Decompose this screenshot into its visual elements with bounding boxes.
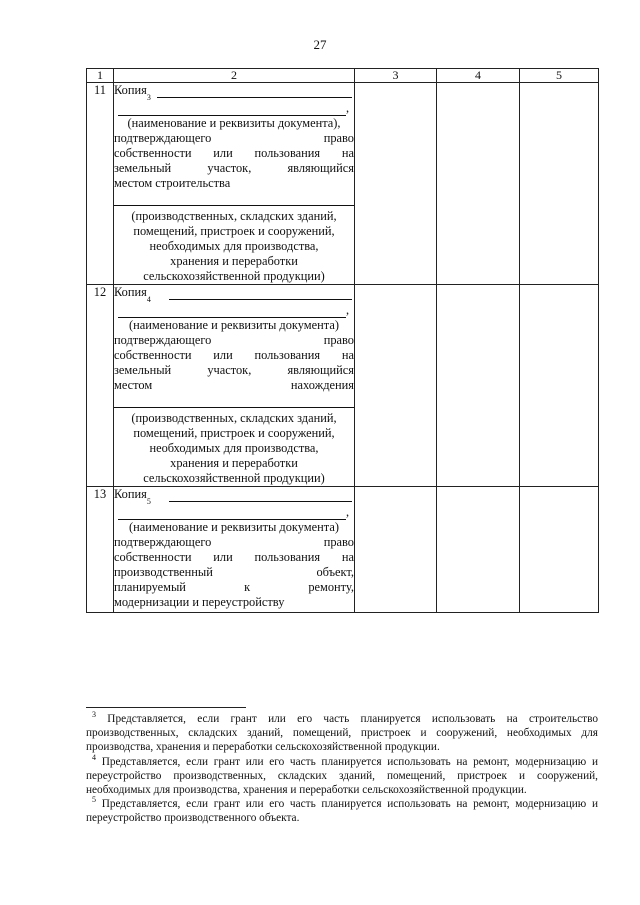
kopiya-label: Копия — [114, 83, 147, 97]
caption-line: хранения и переработки — [170, 456, 298, 470]
comma-mark: , — [346, 303, 350, 317]
footnote-4 — [86, 752, 598, 798]
text-line: модернизации и переустройству — [114, 595, 285, 609]
caption-line: (производственных, складских зданий, — [131, 209, 337, 223]
fill-line[interactable] — [169, 287, 352, 300]
word: производственный — [114, 565, 213, 579]
word: земельный — [114, 161, 172, 175]
fill-line[interactable] — [118, 303, 346, 318]
word: подтверждающего — [114, 333, 212, 347]
footnotes — [86, 712, 598, 826]
cell-col-4[interactable] — [437, 83, 520, 285]
caption-document: (наименование и реквизиты документа) — [129, 520, 339, 534]
caption-document: (наименование и реквизиты документа), — [127, 116, 341, 130]
document-table — [86, 68, 599, 613]
column-header-1: 1 — [87, 69, 114, 83]
word: или — [213, 348, 233, 362]
table-row — [87, 285, 599, 487]
caption-buildings — [114, 411, 354, 486]
footnote-mark: 5 — [92, 795, 96, 805]
column-header-3: 3 — [355, 69, 437, 83]
column-header-5: 5 — [520, 69, 599, 83]
comma-mark: , — [346, 101, 350, 115]
table-header-row — [87, 69, 599, 83]
word: собственности — [114, 348, 192, 362]
word: нахождения — [290, 378, 354, 392]
word: пользования — [254, 348, 321, 362]
word: ремонту, — [308, 580, 354, 594]
word: собственности — [114, 550, 192, 564]
row-number: 13 — [87, 487, 114, 613]
row-content: Копия 5 , (наименование и реквизиты документа) подтверждающего право собственности или пользования на производственный объект, планируемый к ремонту, модернизации и переустройству — [114, 487, 355, 613]
cell-col-3[interactable] — [355, 487, 437, 613]
word: или — [213, 550, 233, 564]
row-number: 11 — [87, 83, 114, 285]
word: планируемый — [114, 580, 186, 594]
word: собственности — [114, 146, 192, 160]
text-line — [114, 378, 354, 393]
text-line — [114, 348, 354, 363]
caption-line: (производственных, складских зданий, — [131, 411, 337, 425]
page-number: 27 — [313, 37, 327, 52]
cell-col-4[interactable] — [437, 487, 520, 613]
word: подтверждающего — [114, 131, 212, 145]
word: участок, — [207, 161, 252, 175]
fill-line[interactable] — [118, 505, 346, 520]
text-line — [114, 146, 354, 161]
word: на — [341, 348, 354, 362]
cell-col-3[interactable] — [355, 285, 437, 487]
word: или — [213, 146, 233, 160]
caption-buildings — [114, 209, 354, 284]
cell-col-3[interactable] — [355, 83, 437, 285]
caption-line: сельскохозяйственной продукции) — [143, 471, 325, 485]
cell-col-5[interactable] — [520, 83, 599, 285]
footnote-text: Представляется, если грант или его часть планируется использовать на ремонт, модернизацию и переустройство производственного объекта. — [86, 798, 598, 825]
row-number: 12 — [87, 285, 114, 487]
word: право — [323, 333, 354, 347]
fill-line[interactable] — [114, 191, 354, 206]
text-line: местом строительства — [114, 176, 231, 190]
word: к — [244, 580, 251, 594]
footnote-text: Представляется, если грант или его часть планируется использовать на строительство производственных, складских зданий, помещений, пристроек и сооружений, необходимых для производства, хранения и переработки сельскохозяйственной продукции. — [86, 713, 598, 754]
caption-line: сельскохозяйственной продукции) — [143, 269, 325, 283]
fill-line[interactable] — [157, 85, 352, 98]
text-line — [114, 580, 354, 595]
fill-line[interactable] — [118, 101, 346, 116]
text-line — [114, 363, 354, 378]
text-line — [114, 333, 354, 348]
cell-col-4[interactable] — [437, 285, 520, 487]
word: пользования — [254, 550, 321, 564]
word: право — [323, 535, 354, 549]
footnote-mark: 3 — [92, 710, 96, 719]
comma-mark: , — [346, 505, 350, 519]
word: на — [341, 550, 354, 564]
kopiya-label: Копия — [114, 285, 147, 299]
word: на — [341, 146, 354, 160]
kopiya-label: Копия — [114, 487, 147, 501]
table-body — [87, 83, 599, 613]
cell-col-5[interactable] — [520, 487, 599, 613]
footnote-divider — [86, 707, 246, 708]
table-row — [87, 83, 599, 285]
fill-line[interactable] — [114, 393, 354, 408]
text-line — [114, 535, 354, 550]
caption-line: необходимых для производства, — [149, 239, 319, 253]
column-header-2: 2 — [114, 69, 355, 83]
caption-line: необходимых для производства, — [149, 441, 319, 455]
table-row — [87, 487, 599, 613]
footnote-text: Представляется, если грант или его часть планируется использовать на ремонт, модернизацию и переустройство производственных, складских зданий, помещений, пристроек и сооружений, необходимых для производства, хранения и переработки сельскохозяйственной продукции. — [86, 755, 598, 797]
word: право — [323, 131, 354, 145]
footnote-5 — [86, 797, 598, 825]
fill-line[interactable] — [169, 489, 352, 502]
text-line — [114, 161, 354, 176]
footnote-mark: 4 — [92, 752, 96, 762]
text-line — [114, 565, 354, 580]
text-line — [114, 550, 354, 565]
word: земельный — [114, 363, 172, 377]
row-content: Копия 4 , (наименование и реквизиты документа) подтверждающего право собственности или пользования на земельный участок, являющийся местом нахождения (производственных, складских зданий, помещений, пристроек и сооружений, необходимых для производства, хранения и переработки сельскохозяйственной продукции) — [114, 285, 354, 485]
column-header-4: 4 — [437, 69, 520, 83]
word: участок, — [207, 363, 252, 377]
row-content: Копия 3 , (наименование и реквизиты документа), подтверждающего право собственности или пользования на земельный участок, являющийся местом строительства (производственных, складских зданий, помещений, пристроек и сооружений, необходимых для производства, хранения и переработки сельскохозяйственной продукции) — [114, 83, 354, 283]
text-line — [114, 131, 354, 146]
word: являющийся — [287, 363, 354, 377]
footnote-3 — [86, 712, 598, 755]
word: объект, — [316, 565, 354, 579]
word: являющийся — [287, 161, 354, 175]
cell-col-5[interactable] — [520, 285, 599, 487]
caption-line: помещений, пристроек и сооружений, — [133, 224, 335, 238]
caption-line: помещений, пристроек и сооружений, — [133, 426, 335, 440]
word: местом — [114, 378, 153, 392]
word: пользования — [254, 146, 321, 160]
word: подтверждающего — [114, 535, 212, 549]
caption-document: (наименование и реквизиты документа) — [129, 318, 339, 332]
caption-line: хранения и переработки — [170, 254, 298, 268]
